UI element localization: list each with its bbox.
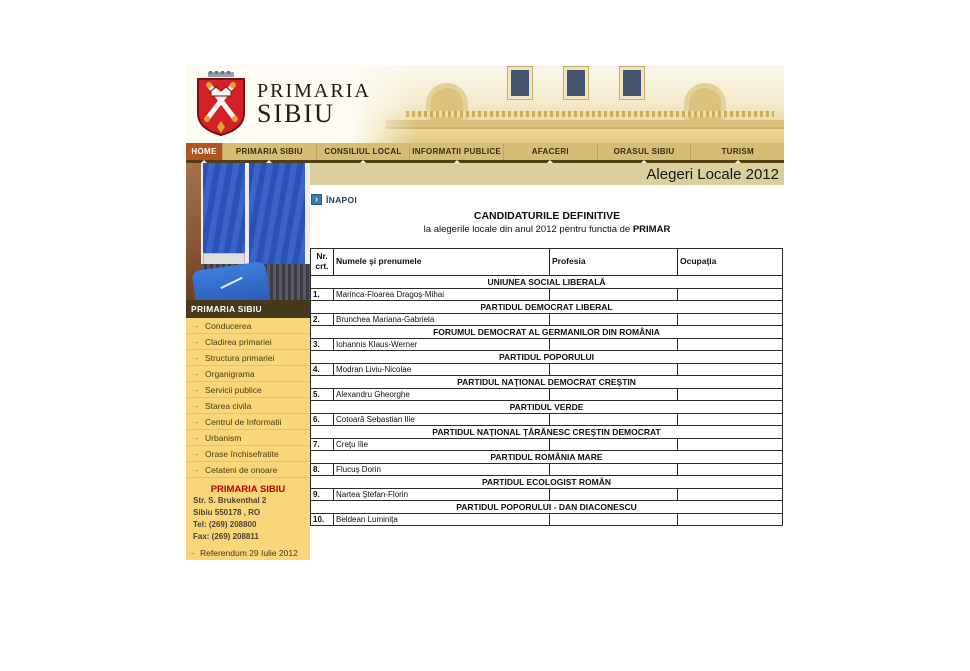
- candidate-profession: [550, 514, 678, 526]
- candidate-name: Beldean Luminiţa: [334, 514, 550, 526]
- candidate-occupation: [678, 289, 783, 301]
- building-window: [620, 67, 644, 99]
- building-window: [508, 67, 532, 99]
- candidate-row: [311, 439, 783, 451]
- voting-booth-photo: [186, 163, 310, 300]
- party-header-row: [311, 301, 783, 314]
- nav-item-informatii-publice[interactable]: INFORMATII PUBLICE: [410, 143, 504, 160]
- sidebar-item-label: Urbanism: [205, 432, 242, 443]
- main: [310, 163, 784, 526]
- candidate-name: Nartea Ştefan-Florin: [334, 489, 550, 501]
- contact-address1: Str. S. Brukenthal 2: [193, 496, 267, 505]
- content: [186, 163, 784, 560]
- candidate-profession: [550, 364, 678, 376]
- sidebar-item-orase-nchisefratite[interactable]: [186, 446, 310, 462]
- arrow-right-icon: →: [192, 465, 200, 474]
- candidate-nr: 6.: [311, 414, 334, 426]
- candidate-name: Cotoară Sebastian Ilie: [334, 414, 550, 426]
- party-header-row: [311, 326, 783, 339]
- candidate-profession: [550, 289, 678, 301]
- sidebar-item-label: Organigrama: [205, 368, 255, 379]
- party-name: PARTIDUL NAŢIONAL ŢĂRĂNESC CREŞTIN DEMOCRAT: [311, 426, 783, 439]
- sidebar-item-label: Servicii publice: [205, 384, 262, 395]
- arrow-right-icon: →: [192, 401, 200, 410]
- building-ledge: [386, 120, 784, 127]
- sidebar-item-starea-civila[interactable]: [186, 398, 310, 414]
- sidebar-section-title: PRIMARIA SIBIU: [186, 300, 310, 318]
- candidate-occupation: [678, 414, 783, 426]
- candidate-name: Iohannis Klaus-Werner: [334, 339, 550, 351]
- document-title: CANDIDATURILE DEFINITIVE: [473, 210, 621, 222]
- contact-title: PRIMARIA SIBIU: [210, 484, 286, 495]
- candidate-profession: [550, 489, 678, 501]
- table-header-row: [311, 249, 783, 276]
- sidebar-item-label: Conducerea: [205, 320, 252, 331]
- candidate-profession: [550, 414, 678, 426]
- sidebar-item-label: Centrul de Informatii: [205, 416, 282, 427]
- sidebar-item-structura-primariei[interactable]: [186, 350, 310, 366]
- referendum-link-label: Referendum 29 Iulie 2012: [200, 548, 298, 558]
- nav-item-primaria-sibiu[interactable]: PRIMARIA SIBIU: [223, 143, 317, 160]
- party-name: FORUMUL DEMOCRAT AL GERMANILOR DIN ROMÂNIA: [311, 326, 783, 339]
- sidebar-item-label: Cetateni de onoare: [205, 464, 278, 475]
- candidate-nr: 4.: [311, 364, 334, 376]
- candidate-profession: [550, 339, 678, 351]
- party-header-row: [311, 451, 783, 464]
- sidebar-item-label: Cladirea primariei: [205, 336, 272, 347]
- nav-item-orasul-sibiu[interactable]: ORASUL SIBIU: [598, 143, 692, 160]
- arrow-right-icon: →: [192, 449, 200, 458]
- arrow-right-icon: →: [192, 321, 200, 330]
- nav-item-afaceri[interactable]: AFACERI: [504, 143, 598, 160]
- party-header-row: [311, 501, 783, 514]
- sidebar-item-organigrama[interactable]: [186, 366, 310, 382]
- site-title-line2: SIBIU: [257, 98, 335, 128]
- candidate-nr: 10.: [311, 514, 334, 526]
- site-title-line1: PRIMARIA: [257, 79, 371, 102]
- sidebar-item-servicii-publice[interactable]: [186, 382, 310, 398]
- column-header-profesia: Profesia: [550, 249, 678, 276]
- candidate-name: Flucuş Dorin: [334, 464, 550, 476]
- contact-fax: Fax: (269) 208811: [193, 532, 259, 541]
- candidate-occupation: [678, 339, 783, 351]
- party-name: PARTIDUL POPORULUI: [311, 351, 783, 364]
- candidate-row: [311, 389, 783, 401]
- contact-phone: Tel: (269) 208800: [193, 520, 257, 529]
- arrow-right-icon: →: [192, 369, 200, 378]
- candidate-occupation: [678, 514, 783, 526]
- arrow-right-icon: →: [192, 385, 200, 394]
- subtitle-text: la alegerile locale din anul 2012 pentru functia de: [423, 224, 633, 235]
- column-header-nr-crt: Nr. crt.: [311, 249, 334, 276]
- candidate-name: Creţu Ilie: [334, 439, 550, 451]
- candidate-nr: 1.: [311, 289, 334, 301]
- candidate-name: Marinca-Floarea Dragoş-Mihai: [334, 289, 550, 301]
- column-header-numele-i-prenumele: Numele şi prenumele: [334, 249, 550, 276]
- candidate-name: Brunchea Mariana-Gabriela: [334, 314, 550, 326]
- sibiu-coat-of-arms-icon: [194, 71, 248, 137]
- page-title: Alegeri Locale 2012: [646, 165, 779, 183]
- sidebar-item-label: Starea civila: [205, 400, 252, 411]
- candidate-profession: [550, 314, 678, 326]
- column-header-ocupa-ia: Ocupaţia: [678, 249, 783, 276]
- sidebar-item-cetateni-de-onoare[interactable]: [186, 462, 310, 478]
- main-nav: [186, 143, 784, 160]
- subtitle-bold: PRIMAR: [632, 224, 671, 235]
- party-name: PARTIDUL POPORULUI - DAN DIACONESCU: [311, 501, 783, 514]
- candidate-occupation: [678, 364, 783, 376]
- candidate-name: Alexandru Gheorghe: [334, 389, 550, 401]
- nav-item-home[interactable]: HOME: [186, 143, 223, 160]
- candidate-row: [311, 289, 783, 301]
- sidebar: [186, 163, 310, 560]
- party-header-row: [311, 476, 783, 489]
- candidate-row: [311, 414, 783, 426]
- candidate-nr: 2.: [311, 314, 334, 326]
- contact-address2: Sibiu 550178 , RO: [193, 508, 261, 517]
- page: [186, 65, 784, 560]
- sidebar-menu: [186, 318, 310, 478]
- candidate-profession: [550, 464, 678, 476]
- party-name: PARTIDUL ECOLOGIST ROMÂN: [311, 476, 783, 489]
- candidate-profession: [550, 389, 678, 401]
- candidate-row: [311, 489, 783, 501]
- page-title-banner: [310, 163, 784, 185]
- back-label: ÎNAPOI: [326, 194, 358, 205]
- party-name: PARTIDUL ROMÂNIA MARE: [311, 451, 783, 464]
- party-name: PARTIDUL NAŢIONAL DEMOCRAT CREŞTIN: [311, 376, 783, 389]
- candidate-occupation: [678, 389, 783, 401]
- candidate-nr: 3.: [311, 339, 334, 351]
- nav-item-consiliul-local[interactable]: CONSILIUL LOCAL: [317, 143, 411, 160]
- candidate-row: [311, 339, 783, 351]
- building-dentil-band: [406, 111, 774, 117]
- party-name: PARTIDUL VERDE: [311, 401, 783, 414]
- sidebar-item-urbanism[interactable]: [186, 430, 310, 446]
- sidebar-item-referendum[interactable]: [186, 548, 310, 559]
- sidebar-item-label: Orase închisefratite: [205, 448, 279, 459]
- arrow-right-icon: →: [192, 417, 200, 426]
- party-name: PARTIDUL DEMOCRAT LIBERAL: [311, 301, 783, 314]
- candidate-occupation: [678, 314, 783, 326]
- back-arrow-icon: ›: [311, 194, 322, 205]
- candidate-occupation: [678, 439, 783, 451]
- arrow-right-icon: →: [192, 353, 200, 362]
- candidate-row: [311, 464, 783, 476]
- candidate-nr: 9.: [311, 489, 334, 501]
- sidebar-item-conducerea[interactable]: [186, 318, 310, 334]
- party-header-row: [311, 426, 783, 439]
- party-name: UNIUNEA SOCIAL LIBERALĂ: [311, 276, 783, 289]
- candidate-nr: 7.: [311, 439, 334, 451]
- candidate-row: [311, 314, 783, 326]
- candidate-occupation: [678, 489, 783, 501]
- back-link[interactable]: [311, 194, 784, 205]
- candidate-name: Modran Liviu-Nicolae: [334, 364, 550, 376]
- contact-block: [186, 478, 310, 559]
- candidate-nr: 8.: [311, 464, 334, 476]
- party-header-row: [311, 276, 783, 289]
- sidebar-item-cladirea-primariei[interactable]: [186, 334, 310, 350]
- building-window: [564, 67, 588, 99]
- site-logo-link[interactable]: [186, 65, 416, 143]
- party-header-row: [311, 376, 783, 389]
- nav-item-turism[interactable]: TURISM: [691, 143, 784, 160]
- site-header: [186, 65, 784, 143]
- sidebar-item-centrul-de-informatii[interactable]: [186, 414, 310, 430]
- sidebar-item-label: Structura primariei: [205, 352, 275, 363]
- candidate-occupation: [678, 464, 783, 476]
- party-header-row: [311, 351, 783, 364]
- candidate-nr: 5.: [311, 389, 334, 401]
- candidate-row: [311, 364, 783, 376]
- arrow-right-icon: →: [192, 433, 200, 442]
- candidate-profession: [550, 439, 678, 451]
- arrow-right-icon: →: [188, 548, 196, 557]
- site-title: [257, 81, 371, 128]
- document-subtitle: [310, 224, 784, 235]
- candidate-row: [311, 514, 783, 526]
- arrow-right-icon: →: [192, 337, 200, 346]
- party-header-row: [311, 401, 783, 414]
- candidates-table: [310, 248, 783, 526]
